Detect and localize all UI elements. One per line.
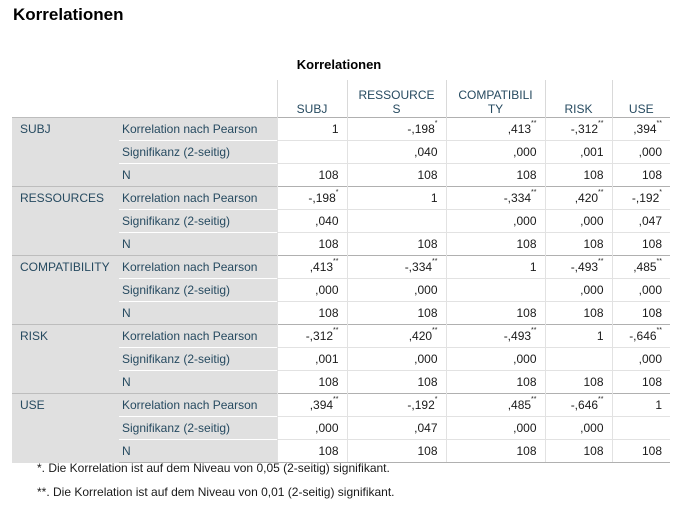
table-cell: 108: [612, 440, 670, 463]
table-cell: 108: [446, 440, 545, 463]
cell-value: -,192: [407, 398, 435, 412]
table-cell: [612, 187, 670, 210]
table-cell: [277, 256, 347, 279]
significance-marker: **: [333, 327, 339, 334]
table-cell: [347, 325, 446, 348]
table-cell: ,000: [612, 348, 670, 371]
table-cell: [612, 394, 670, 417]
table-cell: [612, 118, 670, 141]
cell-value: -,646: [570, 398, 599, 412]
table-cell: [347, 210, 446, 233]
table-cell: ,000: [277, 417, 347, 440]
cell-value: -,192: [631, 191, 660, 205]
header-blank: [12, 80, 119, 118]
table-cell: ,000: [347, 279, 446, 302]
table-cell: ,000: [446, 141, 545, 164]
table-cell: [545, 256, 612, 279]
table-cell: ,040: [347, 141, 446, 164]
significance-marker: **: [531, 189, 537, 196]
table-cell: ,000: [347, 348, 446, 371]
table-cell: ,000: [545, 210, 612, 233]
table-body: [12, 118, 670, 463]
significance-marker: *: [434, 120, 438, 127]
table-cell: 108: [545, 164, 612, 187]
significance-marker: *: [335, 189, 339, 196]
cell-value: -,334: [404, 260, 433, 274]
significance-marker: **: [656, 327, 662, 334]
cell-value: -,493: [570, 260, 599, 274]
cell-value: ,485: [633, 260, 657, 274]
row-variable-label: RESSOURCES: [12, 187, 119, 256]
stat-label-pearson: Korrelation nach Pearson: [119, 118, 277, 141]
table-cell: ,047: [347, 417, 446, 440]
cell-value: -,334: [503, 191, 532, 205]
cell-value: -,198: [407, 122, 435, 136]
table-row: [12, 325, 670, 348]
significance-marker: **: [432, 258, 438, 265]
table-row: [12, 118, 670, 141]
table-cell: ,000: [277, 279, 347, 302]
table-cell: ,001: [277, 348, 347, 371]
table-cell: [612, 417, 670, 440]
correlation-table: [12, 80, 670, 463]
table-cell: ,000: [545, 417, 612, 440]
table-cell: 108: [545, 440, 612, 463]
significance-marker: **: [333, 258, 339, 265]
cell-value: ,420: [574, 191, 599, 205]
table-cell: 108: [545, 371, 612, 394]
cell-value: -,493: [503, 329, 532, 343]
stat-label-pearson: Korrelation nach Pearson: [119, 256, 277, 279]
significance-marker: **: [598, 189, 604, 196]
table-cell: [347, 187, 446, 210]
significance-marker: **: [598, 258, 604, 265]
significance-marker: **: [432, 327, 438, 334]
stat-label-n: N: [119, 302, 277, 325]
table-cell: [612, 256, 670, 279]
column-header-risk: RISK: [545, 80, 612, 118]
stat-label-n: N: [119, 164, 277, 187]
stat-label-n: N: [119, 371, 277, 394]
significance-marker: **: [598, 120, 604, 127]
table-cell: 108: [612, 371, 670, 394]
cell-value: -,312: [305, 329, 334, 343]
table-cell: [347, 394, 446, 417]
table-cell: 108: [347, 233, 446, 256]
table-cell: ,001: [545, 141, 612, 164]
cell-value: 1: [596, 329, 604, 343]
column-header-use: USE: [612, 80, 670, 118]
cell-value: ,420: [408, 329, 433, 343]
table-cell: [277, 141, 347, 164]
table-cell: 108: [545, 302, 612, 325]
stat-label-significance: Signifikanz (2-seitig): [119, 348, 277, 371]
significance-marker: **: [333, 396, 339, 403]
table-cell: 108: [612, 164, 670, 187]
table-cell: [347, 256, 446, 279]
footnote-005: *. Die Korrelation ist auf dem Niveau von 0,05 (2-seitig) signifikant.: [37, 461, 390, 475]
significance-marker: **: [531, 396, 537, 403]
table-cell: 108: [612, 233, 670, 256]
table-cell: [545, 118, 612, 141]
table-cell: 108: [446, 164, 545, 187]
row-variable-label: SUBJ: [12, 118, 119, 187]
header-blank: [119, 80, 277, 118]
table-cell: 108: [446, 233, 545, 256]
table-cell: 108: [446, 371, 545, 394]
cell-value: -,198: [308, 191, 336, 205]
significance-marker: *: [434, 396, 438, 403]
stat-label-n: N: [119, 440, 277, 463]
row-variable-label: USE: [12, 394, 119, 463]
cell-value: 1: [430, 191, 438, 205]
page-title: Korrelationen: [13, 5, 124, 24]
table-cell: 108: [347, 440, 446, 463]
table-cell: 108: [347, 371, 446, 394]
table-cell: 108: [277, 302, 347, 325]
table-cell: [545, 325, 612, 348]
table-cell: [446, 187, 545, 210]
significance-marker: *: [659, 189, 662, 196]
cell-value: ,413: [507, 122, 532, 136]
stat-label-pearson: Korrelation nach Pearson: [119, 394, 277, 417]
cell-value: ,394: [309, 398, 334, 412]
table-cell: [277, 118, 347, 141]
cell-value: ,394: [633, 122, 657, 136]
table-cell: [612, 325, 670, 348]
cell-value: -,646: [629, 329, 657, 343]
table-row: [12, 187, 670, 210]
table-cell: [446, 118, 545, 141]
table-cell: 108: [612, 302, 670, 325]
significance-marker: **: [656, 120, 662, 127]
table-cell: [545, 394, 612, 417]
table-cell: [277, 325, 347, 348]
table-cell: [545, 348, 612, 371]
table-cell: [446, 394, 545, 417]
significance-marker: **: [531, 120, 537, 127]
table-title: Korrelationen: [296, 57, 382, 72]
table-cell: ,000: [446, 210, 545, 233]
table-cell: ,000: [612, 279, 670, 302]
table-cell: 108: [347, 302, 446, 325]
row-variable-label: RISK: [12, 325, 119, 394]
table-cell: [277, 187, 347, 210]
stat-label-pearson: Korrelation nach Pearson: [119, 325, 277, 348]
cell-value: 1: [529, 260, 537, 274]
stat-label-significance: Signifikanz (2-seitig): [119, 210, 277, 233]
stat-label-significance: Signifikanz (2-seitig): [119, 417, 277, 440]
table-cell: ,000: [446, 417, 545, 440]
cell-value: -,312: [570, 122, 599, 136]
cell-value: ,485: [507, 398, 532, 412]
row-variable-label: COMPATIBILITY: [12, 256, 119, 325]
table-cell: [545, 187, 612, 210]
cell-value: 1: [655, 398, 662, 412]
significance-marker: **: [531, 327, 537, 334]
cell-value: ,413: [309, 260, 334, 274]
stat-label-n: N: [119, 233, 277, 256]
table-row: [12, 256, 670, 279]
table-cell: 108: [347, 164, 446, 187]
table-cell: [347, 118, 446, 141]
table-cell: [446, 325, 545, 348]
table-cell: 108: [277, 371, 347, 394]
table-cell: [277, 394, 347, 417]
table-cell: ,000: [545, 279, 612, 302]
table-cell: 108: [277, 164, 347, 187]
column-header-compatibility: COMPATIBILI TY: [446, 80, 545, 118]
footnote-001: **. Die Korrelation ist auf dem Niveau von 0,01 (2-seitig) signifikant.: [37, 485, 395, 499]
table-row: [12, 394, 670, 417]
table-cell: 108: [277, 233, 347, 256]
table-cell: [446, 279, 545, 302]
stat-label-pearson: Korrelation nach Pearson: [119, 187, 277, 210]
table-cell: ,040: [277, 210, 347, 233]
table-cell: [446, 256, 545, 279]
stat-label-significance: Signifikanz (2-seitig): [119, 279, 277, 302]
cell-value: 1: [331, 122, 339, 136]
column-header-subj: SUBJ: [277, 80, 347, 118]
table-cell: 108: [277, 440, 347, 463]
table-cell: ,047: [612, 210, 670, 233]
significance-marker: **: [656, 258, 662, 265]
table-cell: 108: [545, 233, 612, 256]
significance-marker: **: [598, 396, 604, 403]
footnotes: [37, 461, 395, 509]
stat-label-significance: Signifikanz (2-seitig): [119, 141, 277, 164]
table-cell: 108: [446, 302, 545, 325]
table-cell: ,000: [612, 141, 670, 164]
table-cell: ,000: [446, 348, 545, 371]
header-row: [12, 80, 670, 118]
column-header-ressources: RESSOURCE S: [347, 80, 446, 118]
